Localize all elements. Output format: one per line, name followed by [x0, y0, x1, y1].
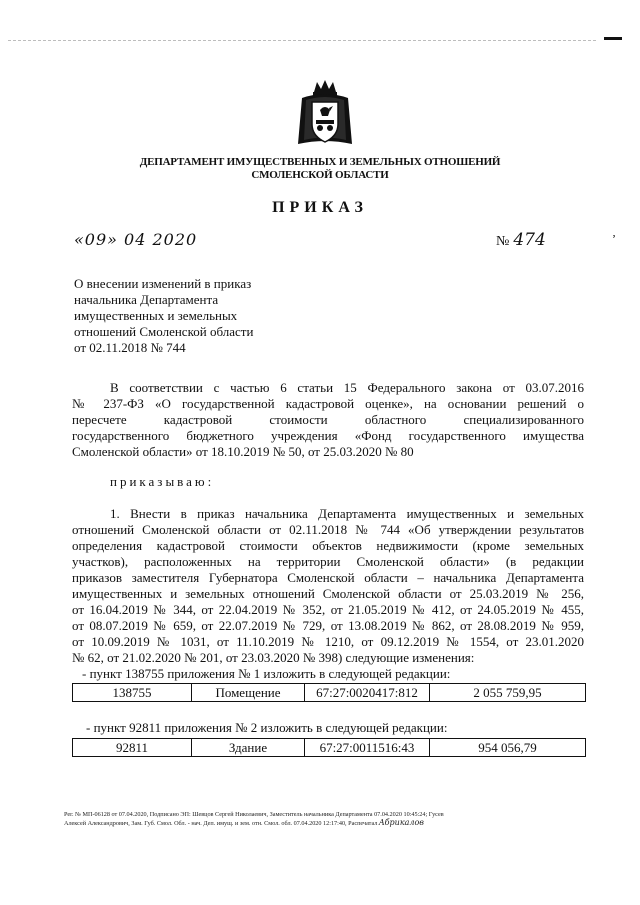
- order-number-handwritten: 474: [513, 230, 546, 250]
- preamble-line: № 237-ФЗ «О государственной кадастровой оценке», на основании решений о: [72, 396, 584, 411]
- department-name-line-2: СМОЛЕНСКОЙ ОБЛАСТИ: [251, 169, 389, 181]
- table-cell-cadastral-number: 67:27:0011516:43: [305, 739, 430, 757]
- item-2-text: - пункт 92811 приложения № 2 изложить в следующей редакции:: [86, 720, 448, 735]
- department-name-line-1: ДЕПАРТАМЕНТ ИМУЩЕСТВЕННЫХ И ЗЕМЕЛЬНЫХ ОТНОШЕНИЙ: [139, 156, 501, 168]
- item-1-line: определения кадастровой стоимости объектов недвижимости (кроме земельных: [72, 538, 584, 553]
- table-row: [73, 684, 586, 702]
- registration-stamp-text: Алексей Александрович, Зам. Губ. Смол. Обл. - нач. Деп. имущ. и зем. отн. Смол. обл. 07.04.2020 12:17:40, Распечатал: [64, 820, 378, 827]
- table-cell-object-type: Помещение: [192, 684, 305, 702]
- table-cell-item-number: 138755: [73, 684, 192, 702]
- item-1-line: 1. Внести в приказ начальника Департамента имущественных и земельных: [110, 506, 584, 521]
- subject-line: от 02.11.2018 № 744: [74, 340, 186, 355]
- item-1-paragraph: [72, 506, 584, 682]
- table-cell-item-number: 92811: [73, 739, 192, 757]
- item-1-line: - пункт 138755 приложения № 1 изложить в следующей редакции:: [82, 666, 451, 681]
- handwritten-signature: Aбрикалов: [378, 818, 424, 827]
- table-item-92811: [72, 738, 586, 757]
- item-1-line: имущественных и земельных отношений Смоленской области от 25.03.2019 № 256,: [72, 586, 584, 601]
- coat-of-arms-emblem: [296, 78, 354, 150]
- registration-stamp-line-2: [64, 819, 604, 828]
- scan-artifact-line: [8, 40, 596, 41]
- table-item-138755: [72, 683, 586, 702]
- decree-word: приказываю:: [110, 474, 215, 489]
- preamble-line: пересчете кадастровой стоимости областного специализированного: [72, 412, 584, 427]
- item-1-line: участков), расположенных на территории Смоленской области» (в редакции: [72, 554, 584, 569]
- order-title: ПРИКАЗ: [272, 199, 368, 216]
- registration-stamp-line-1: Рег. № МП-06128 от 07.04.2020, Подписано ЭП: Шевцов Сергей Николаевич, Заместитель начальника Департамента 07.04.2020 10:45:24; Гусев: [64, 811, 444, 818]
- subject-line: отношений Смоленской области: [74, 324, 254, 339]
- subject-line: имущественных и земельных: [74, 308, 238, 323]
- order-subject: [74, 276, 314, 356]
- scan-artifact-mark: [604, 37, 622, 40]
- subject-line: начальника Департамента: [74, 292, 219, 307]
- preamble-paragraph: [72, 380, 584, 460]
- table-cell-cadastral-value: 954 056,79: [430, 739, 586, 757]
- item-1-line: приказов заместителя Губернатора Смоленской области – начальника Департамента: [72, 570, 584, 585]
- item-1-line: отношений Смоленской области от 02.11.2018 № 744 «Об утверждении результатов: [72, 522, 584, 537]
- number-sign: №: [496, 234, 510, 249]
- item-1-line: от 08.07.2019 № 659, от 22.07.2019 № 729, от 13.08.2019 № 862, от 28.08.2019 № 959,: [72, 618, 584, 633]
- table-cell-cadastral-number: 67:27:0020417:812: [305, 684, 430, 702]
- subject-line: О внесении изменений в приказ: [74, 276, 252, 291]
- item-1-line: от 16.04.2019 № 344, от 22.04.2019 № 352, от 21.05.2019 № 412, от 24.05.2019 № 455,: [72, 602, 584, 617]
- order-date-handwritten: «09» 04 2020: [74, 230, 198, 249]
- preamble-line: государственного бюджетного учреждения «Фонд государственного имущества: [72, 428, 584, 443]
- preamble-line: Смоленской области» от 18.10.2019 № 50, от 25.03.2020 № 80: [72, 444, 414, 459]
- pen-mark: ʼ: [612, 232, 616, 246]
- table-cell-object-type: Здание: [192, 739, 305, 757]
- item-1-line: № 62, от 21.02.2020 № 201, от 23.03.2020 № 398) следующие изменения:: [72, 650, 475, 665]
- table-row: [73, 739, 586, 757]
- table-cell-cadastral-value: 2 055 759,95: [430, 684, 586, 702]
- preamble-line: В соответствии с частью 6 статьи 15 Федерального закона от 03.07.2016: [110, 380, 584, 395]
- item-1-line: от 10.09.2019 № 1031, от 11.10.2019 № 1210, от 09.12.2019 № 1554, от 23.01.2020: [72, 634, 584, 649]
- order-number: [496, 230, 546, 250]
- order-date: [74, 230, 197, 250]
